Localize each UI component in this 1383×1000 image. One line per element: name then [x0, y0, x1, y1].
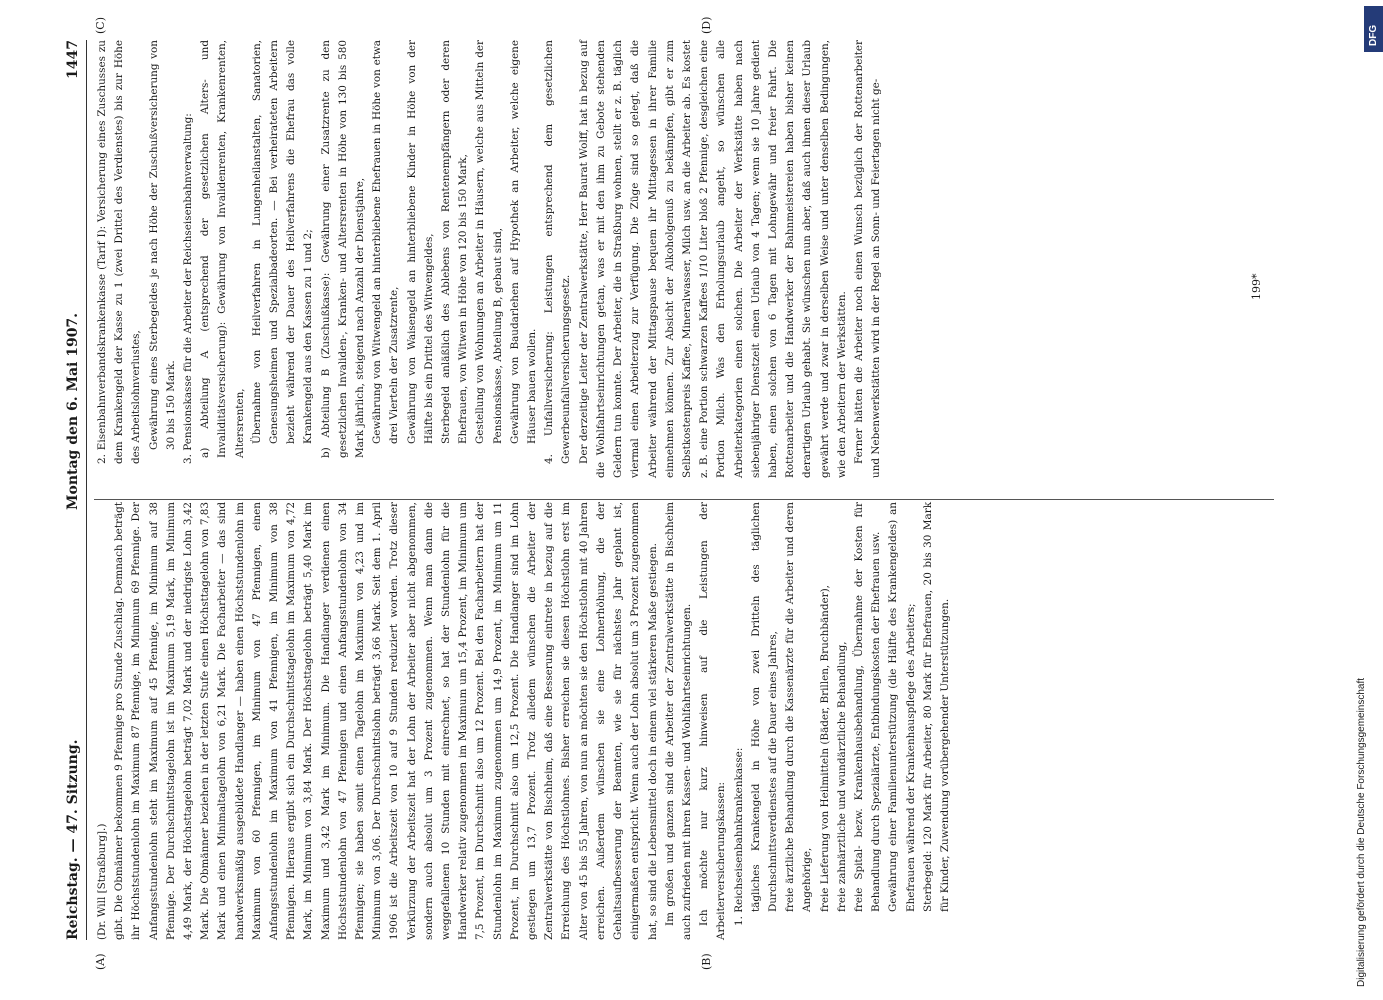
page-header — [62, 40, 84, 940]
list-item: freie zahnärztliche und wundärztliche Behandlung, — [835, 641, 848, 912]
list-item: freie Lieferung von Heilmitteln (Bäder, Brillen, Bruchbänder), — [818, 585, 831, 912]
dfg-logo — [1364, 6, 1383, 52]
list-item: Gewährung von Witwengeld an hinterbliebene Ehefrauen in Höhe von etwa drei Vierteln der Zusatzrente, — [371, 40, 401, 444]
list-item: 1. Reichseisenbahnkrankenkasse: — [732, 747, 745, 926]
header-left: Reichstag. — 47. Sitzung. — [65, 739, 81, 940]
paragraph: Im großen und ganzen sind die Arbeiter der Zentralwerkstätte in Bischheim auch zufrieden mit ihren Kassen- und Wohlfahrtseinrichtungen. — [663, 502, 693, 940]
header-date: Montag den 6. Mai 1907. — [65, 312, 81, 510]
speaker-label: (Dr. Will [Straßburg].) — [96, 823, 108, 940]
margin-mark-d: (D) — [700, 16, 713, 34]
margin-mark-c: (C) — [94, 17, 107, 34]
margin-mark-a: (A) — [94, 953, 107, 970]
margin-mark-b: (B) — [700, 953, 713, 970]
header-rule — [86, 40, 87, 940]
list-item: freie ärztliche Behandlung durch die Kassenärzte für die Arbeiter und deren Angehörige, — [784, 502, 814, 912]
list-item: Gewährung von Baudarlehen auf Hypothek an Arbeiter, welche eigene Häuser bauen wollen. — [508, 40, 539, 444]
list-item: Gewährung von Waisengeld an hinterbliebene Kinder in Höhe von der Hälfte bis ein Drittel des Witwengeldes, — [405, 40, 435, 444]
signature-mark: 199* — [1250, 273, 1263, 300]
list-item: Gewährung eines Sterbegeldes je nach Höhe der Zuschußversicherung von 30 bis 150 Mark. — [147, 40, 177, 450]
paragraph: Ferner hätten die Arbeiter noch einen Wunsch bezüglich der Rottenarbeiter und Nebenwerkstätten wird in der Regel an Sonn- und Feiertagen nicht ge- — [852, 40, 883, 478]
list-item: freie Spital- bezw. Krankenhausbehandlung, Übernahme der Kosten für Behandlung durch Spezialärzte, Entbindungskosten der Ehefrauen usw. — [852, 502, 883, 912]
list-item: Übernahme von Heilverfahren in Lungenheilanstalten, Sanatorien, Genesungsheimen und Spezialbadeorten. — Bei verheirateten Arbeitern bezieht während der Dauer des Heilverfahrens die Ehefrau das volle Krankengeld aus den Kassen zu 1 und 2; — [250, 40, 315, 444]
list-item: 4. Unfallversicherung: Leistungen entsprechend dem gesetzlichen Gewerbeunfallversicherungsgesetz. — [543, 40, 573, 464]
paragraph: Der derzeitige Leiter der Zentralwerkstätte, Herr Baurat Wolff, hat in bezug auf die Wohlfahrtseinrichtungen getan, was er mit den ihm zu Gebote stehenden Geldern tun konnte. Der Arbeiter, die in Straßburg wohnen, stellt er z. B. täglich viermal einen Arbeiterzug zur Verfügung. Die Züge sind so gelegt, daß die Arbeiter während der Mittagspause bequem ihr Mittagessen in ihrer Familie einnehmen können. Zur Absicht der Alkoholgenuß zu bekämpfen, gibt er zum Selbstkostenpreis Kaffee, Mineralwasser, Milch usw. an die Arbeiter ab. Es kostet z. B. eine Portion schwarzen Kaffees 1/10 Liter bloß 2 Pfennige, desgleichen eine Portion Milch. Was den Erholungsurlaub angeht, so wünschen alle Arbeiterkategorien einen solchen. Die Arbeiter der Werkstätte haben nach siebenjähriger Dienstzeit einen Urlaub von 4 Tagen; wenn sie 10 Jahre gedient haben, einen solchen von 6 Tagen mit Lohngewähr und freier Fahrt. Die Rottenarbeiter und die Handwerker der Bahnmeistereien haben bisher keinen derartigen Urlaub gehabt. Sie wünschen nun aber, daß auch ihnen dieser Urlaub gewährt werde und zwar in derselben Weise und unter denselben Bedingungen, wie den Arbeitern der Werkstätten. — [577, 40, 848, 478]
page-number: 1447 — [65, 40, 81, 79]
list-item: Gewährung einer Familienunterstützung (die Hälfte des Krankengeldes) an Ehefrauen während der Krankenhauspflege des Arbeiters; — [887, 502, 917, 912]
list-item: Gestellung von Wohnungen an Arbeiter in Häusern, welche aus Mitteln der Pensionskasse, Abteilung B, gebaut sind, — [474, 40, 504, 444]
list-item: Sterbegeld anläßlich des Ablebens von Rentenempfängern oder deren Ehefrauen, von Witwen in Höhe von 120 bis 150 Mark, — [440, 40, 470, 444]
list-item: a) Abteilung A (entsprechend der gesetzlichen Alters- und Invaliditätsversicherung): Gewährung von Invalidenrenten, Krankenrenten, Altersrenten, — [199, 40, 246, 458]
left-column — [94, 502, 954, 940]
dfg-logo-text: DFG — [1368, 24, 1379, 46]
list-item: b) Abteilung B (Zuschußkasse): Gewährung einer Zusatzrente zu den gesetzlichen Invaliden-, Kranken- und Altersrenten in Höhe von 130 bis 580 Mark jährlich, steigend nach Anzahl der Dienstjahre, — [319, 40, 367, 458]
list-item: Sterbegeld: 120 Mark für Arbeiter, 80 Mark für Ehefrauen, 20 bis 30 Mark für Kinder, Zuwendung vorübergehender Unterstützungen. — [921, 502, 951, 912]
list-item: 2. Eisenbahnverbandskrankenkasse (Tarif I): Versicherung eines Zuschusses zu dem Krankengeld der Kasse zu 1 (zwei Drittel des Verdienstes) bis zur Höhe des Arbeitslohnverlustes, — [96, 40, 143, 464]
column-divider — [94, 499, 1274, 500]
right-column — [94, 40, 885, 478]
list-item: 3. Pensionskasse für die Arbeiter der Reichseisenbahnverwaltung: — [182, 113, 195, 464]
digitization-note — [1356, 12, 1383, 987]
paragraph: Ich möchte nur kurz hinweisen auf die Leistungen der Arbeiterversicherungskassen: — [698, 502, 728, 940]
paragraph: gibt. Die Obmänner bekommen 9 Pfennige pro Stunde Zuschlag. Demnach beträgt ihr Höchststundenlohn im Maximum 87 Pfennige, im Minimum 69 Pfennige. Der Anfangsstundenlohn steht im Maximum auf 45 Pfennige, im Minimum auf 38 Pfennige. Der Durchschnittstagelohn ist im Maximum 5,19 Mark, im Minimum 4,49 Mark, der Höchsttagelohn beträgt 7,02 Mark und der niedrigste Lohn 3,42 Mark. Die Obmänner beziehen in der letzten Stufe einen Höchsttagelohn von 7,83 Mark und einen Minimaltagelohn von 6,21 Mark. Die Facharbeiter — das sind handwerksmäßig ausgebildete Handlanger — haben einen Höchststundenlohn im Maximum von 60 Pfennigen, im Minimum von 47 Pfennigen, einen Anfangsstundenlohn im Maximum von 41 Pfennigen, im Minimum von 38 Pfennigen. Hieraus ergibt sich ein Durchschnittstagelohn im Maximum von 4,72 Mark, im Minimum von 3,84 Mark. Der Höchsttagelohn beträgt 5,40 Mark im Maximum und 3,42 Mark im Minimum. Die Handlanger verdienen einen Höchststundenlohn von 47 Pfennigen und einen Anfangsstundenlohn von 34 Pfennigen; sie haben somit einen Tagelohn im Maximum von 4,23 und im Minimum von 3,06. Der Durchschnittslohn beträgt 3,66 Mark. Seit dem 1. April 1906 ist die Arbeitszeit von 10 auf 9 Stunden reduziert worden. Trotz dieser Verkürzung der Arbeitszeit hat der Lohn der Arbeiter aber nicht abgenommen, sondern auch absolut um 3 Prozent zugenommen. Wenn man dann die weggefallenen 10 Stunden mit einrechnet, so hat der Stundenlohn für die Handwerker relativ zugenommen im Maximum um 15,4 Prozent, im Minimum um 7,5 Prozent, im Durchschnitt also um 12 Prozent. Bei den Facharbeitern hat der Stundenlohn im Maximum zugenommen um 14,9 Prozent, im Minimum um 11 Prozent, im Durchschnitt also um 12,5 Prozent. Die Handlanger sind im Lohn gestiegen um 13,7 Prozent. Trotz alledem wünschen die Arbeiter der Zentralwerkstätte von Bischheim, daß eine Besserung eintrete in bezug auf die Erreichung des Höchstlohnes. Bisher erreichen sie diesen Höchstlohn erst im Alter von 45 bis 55 Jahren, von nun an möchten sie den Höchstlohn mit 40 Jahren erreichen. Außerdem wünschen sie eine Lohnerhöhung, die der Gehaltsaufbesserung der Beamten, wie sie für nächstes Jahr geplant ist, einigermaßen entspricht. Wenn auch der Lohn absolut um 3 Prozent zugenommen hat, so sind die Lebensmittel doch in einem viel stärkeren Maße gestiegen. — [113, 502, 659, 940]
list-item: tägliches Krankengeld in Höhe von zwei Dritteln des täglichen Durchschnittsverdienstes auf die Dauer eines Jahres, — [749, 502, 779, 912]
digitization-text: Digitalisierung gefördert durch die Deutsche Forschungsgemeinschaft — [1356, 677, 1367, 987]
